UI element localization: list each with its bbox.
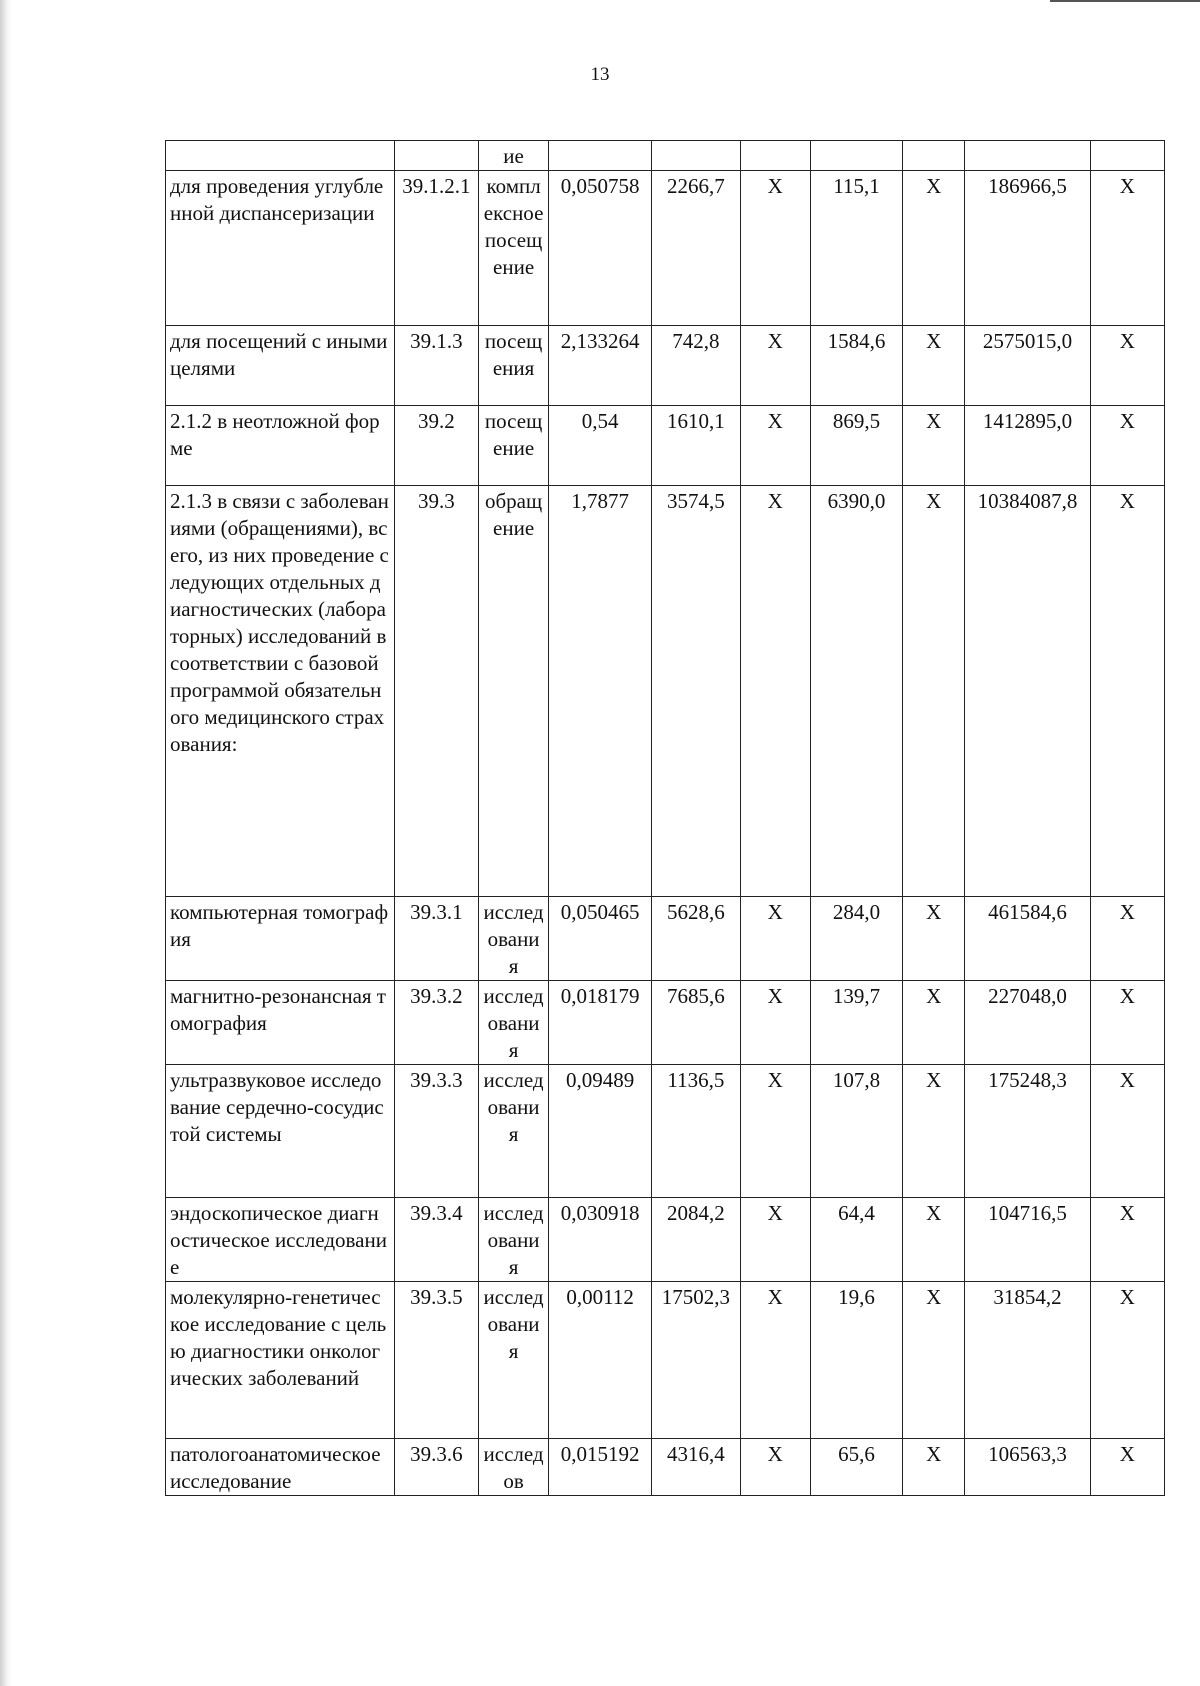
cell-c2: 284,0 <box>810 897 903 981</box>
cell-c5: X <box>1090 1065 1164 1198</box>
cell-c2: 19,6 <box>810 1282 903 1439</box>
cell-unit: исследования <box>479 981 549 1065</box>
cell-c4: 175248,3 <box>965 1065 1091 1198</box>
cell-c3: X <box>903 1198 965 1282</box>
cell-unit: обращение <box>479 486 549 897</box>
cell-code: 39.3.2 <box>394 981 478 1065</box>
cell-c2: 139,7 <box>810 981 903 1065</box>
cell-c3: X <box>903 1439 965 1496</box>
cell-code: 39.3.4 <box>394 1198 478 1282</box>
cell-cost <box>652 141 741 171</box>
cell-name <box>166 141 395 171</box>
cell-c1: X <box>740 406 810 486</box>
table-row <box>166 406 1165 486</box>
cell-cost: 1136,5 <box>652 1065 741 1198</box>
cell-c2: 869,5 <box>810 406 903 486</box>
cell-c2: 64,4 <box>810 1198 903 1282</box>
cell-norm: 0,09489 <box>549 1065 652 1198</box>
cell-cost: 742,8 <box>652 326 741 406</box>
cell-norm <box>549 141 652 171</box>
cell-norm: 0,050465 <box>549 897 652 981</box>
cell-c4: 1412895,0 <box>965 406 1091 486</box>
cell-norm: 0,018179 <box>549 981 652 1065</box>
cell-norm: 1,7877 <box>549 486 652 897</box>
cell-c3: X <box>903 1282 965 1439</box>
table-row <box>166 1198 1165 1282</box>
cell-unit: исследов <box>479 1439 549 1496</box>
cell-c4: 227048,0 <box>965 981 1091 1065</box>
cell-unit: исследования <box>479 1198 549 1282</box>
cell-unit: исследования <box>479 1065 549 1198</box>
cell-norm: 2,133264 <box>549 326 652 406</box>
cell-c5: X <box>1090 981 1164 1065</box>
table-row <box>166 1065 1165 1198</box>
table-row-continued <box>166 141 1165 171</box>
cell-code: 39.3.5 <box>394 1282 478 1439</box>
cell-c1: X <box>740 1439 810 1496</box>
cell-code: 39.3 <box>394 486 478 897</box>
cell-name: 2.1.3 в связи с заболеваниями (обращениями), всего, из них проведение следующих отдельных диагностических (лабораторных) исследований в соответствии с базовой программой обязательного медицинского страхования: <box>166 486 395 897</box>
cell-unit: комплексное посещение <box>479 171 549 326</box>
cell-c4 <box>965 141 1091 171</box>
cell-c1: X <box>740 1198 810 1282</box>
cell-code <box>394 141 478 171</box>
cell-c2: 107,8 <box>810 1065 903 1198</box>
cell-unit: посещение <box>479 406 549 486</box>
cell-c3: X <box>903 1065 965 1198</box>
cell-c1: X <box>740 981 810 1065</box>
cell-c3: X <box>903 981 965 1065</box>
table-row <box>166 981 1165 1065</box>
cell-c5: X <box>1090 486 1164 897</box>
cell-name: компьютерная томография <box>166 897 395 981</box>
cell-c5: X <box>1090 326 1164 406</box>
cell-c2: 6390,0 <box>810 486 903 897</box>
cell-code: 39.3.1 <box>394 897 478 981</box>
cell-c4: 104716,5 <box>965 1198 1091 1282</box>
cell-cost: 7685,6 <box>652 981 741 1065</box>
cell-norm: 0,00112 <box>549 1282 652 1439</box>
cell-cost: 5628,6 <box>652 897 741 981</box>
cell-c4: 106563,3 <box>965 1439 1091 1496</box>
cell-name: для посещений с иными целями <box>166 326 395 406</box>
cell-c1: X <box>740 1065 810 1198</box>
cell-cost: 1610,1 <box>652 406 741 486</box>
cell-c5: X <box>1090 1282 1164 1439</box>
table-row <box>166 486 1165 897</box>
cell-cost: 3574,5 <box>652 486 741 897</box>
cell-c4: 10384087,8 <box>965 486 1091 897</box>
cell-c2: 1584,6 <box>810 326 903 406</box>
cell-c4: 31854,2 <box>965 1282 1091 1439</box>
cell-c5: X <box>1090 897 1164 981</box>
cell-c5: X <box>1090 406 1164 486</box>
cell-cost: 17502,3 <box>652 1282 741 1439</box>
cell-c3: X <box>903 326 965 406</box>
cell-c3: X <box>903 171 965 326</box>
cell-c2: 115,1 <box>810 171 903 326</box>
table-row <box>166 326 1165 406</box>
cell-c4: 186966,5 <box>965 171 1091 326</box>
cell-unit: ие <box>479 141 549 171</box>
cell-name: магнитно-резонансная томография <box>166 981 395 1065</box>
cell-code: 39.1.3 <box>394 326 478 406</box>
cell-norm: 0,015192 <box>549 1439 652 1496</box>
cell-c3: X <box>903 406 965 486</box>
cell-norm: 0,54 <box>549 406 652 486</box>
cell-name: молекулярно-генетическое исследование с целью диагностики онкологических заболеваний <box>166 1282 395 1439</box>
data-table <box>165 140 1165 1496</box>
cell-code: 39.3.3 <box>394 1065 478 1198</box>
cell-code: 39.2 <box>394 406 478 486</box>
table-row <box>166 171 1165 326</box>
cell-c1 <box>740 141 810 171</box>
table-row <box>166 897 1165 981</box>
cell-unit: посещения <box>479 326 549 406</box>
cell-unit: исследования <box>479 897 549 981</box>
cell-c5 <box>1090 141 1164 171</box>
cell-c4: 461584,6 <box>965 897 1091 981</box>
cell-name: эндоскопическое диагностическое исследование <box>166 1198 395 1282</box>
cell-name: патологоанатомическое исследование <box>166 1439 395 1496</box>
cell-cost: 2266,7 <box>652 171 741 326</box>
cell-name: 2.1.2 в неотложной форме <box>166 406 395 486</box>
table-row <box>166 1439 1165 1496</box>
cell-c5: X <box>1090 1439 1164 1496</box>
cell-c3: X <box>903 897 965 981</box>
cell-name: для проведения углубленной диспансеризации <box>166 171 395 326</box>
cell-c5: X <box>1090 1198 1164 1282</box>
cell-code: 39.1.2.1 <box>394 171 478 326</box>
cell-norm: 0,050758 <box>549 171 652 326</box>
cell-c5: X <box>1090 171 1164 326</box>
cell-c2: 65,6 <box>810 1439 903 1496</box>
cell-c2 <box>810 141 903 171</box>
cell-c3 <box>903 141 965 171</box>
cell-cost: 2084,2 <box>652 1198 741 1282</box>
cell-c1: X <box>740 326 810 406</box>
cell-c3: X <box>903 486 965 897</box>
scan-edge <box>0 0 12 1686</box>
cell-c1: X <box>740 486 810 897</box>
cell-norm: 0,030918 <box>549 1198 652 1282</box>
cell-c1: X <box>740 1282 810 1439</box>
cell-c4: 2575015,0 <box>965 326 1091 406</box>
cell-c1: X <box>740 897 810 981</box>
table-row <box>166 1282 1165 1439</box>
page-number: 13 <box>590 64 610 85</box>
scan-mark <box>1050 0 1200 2</box>
cell-unit: исследования <box>479 1282 549 1439</box>
cell-name: ультразвуковое исследование сердечно-сосудистой системы <box>166 1065 395 1198</box>
cell-code: 39.3.6 <box>394 1439 478 1496</box>
cell-c1: X <box>740 171 810 326</box>
cell-cost: 4316,4 <box>652 1439 741 1496</box>
